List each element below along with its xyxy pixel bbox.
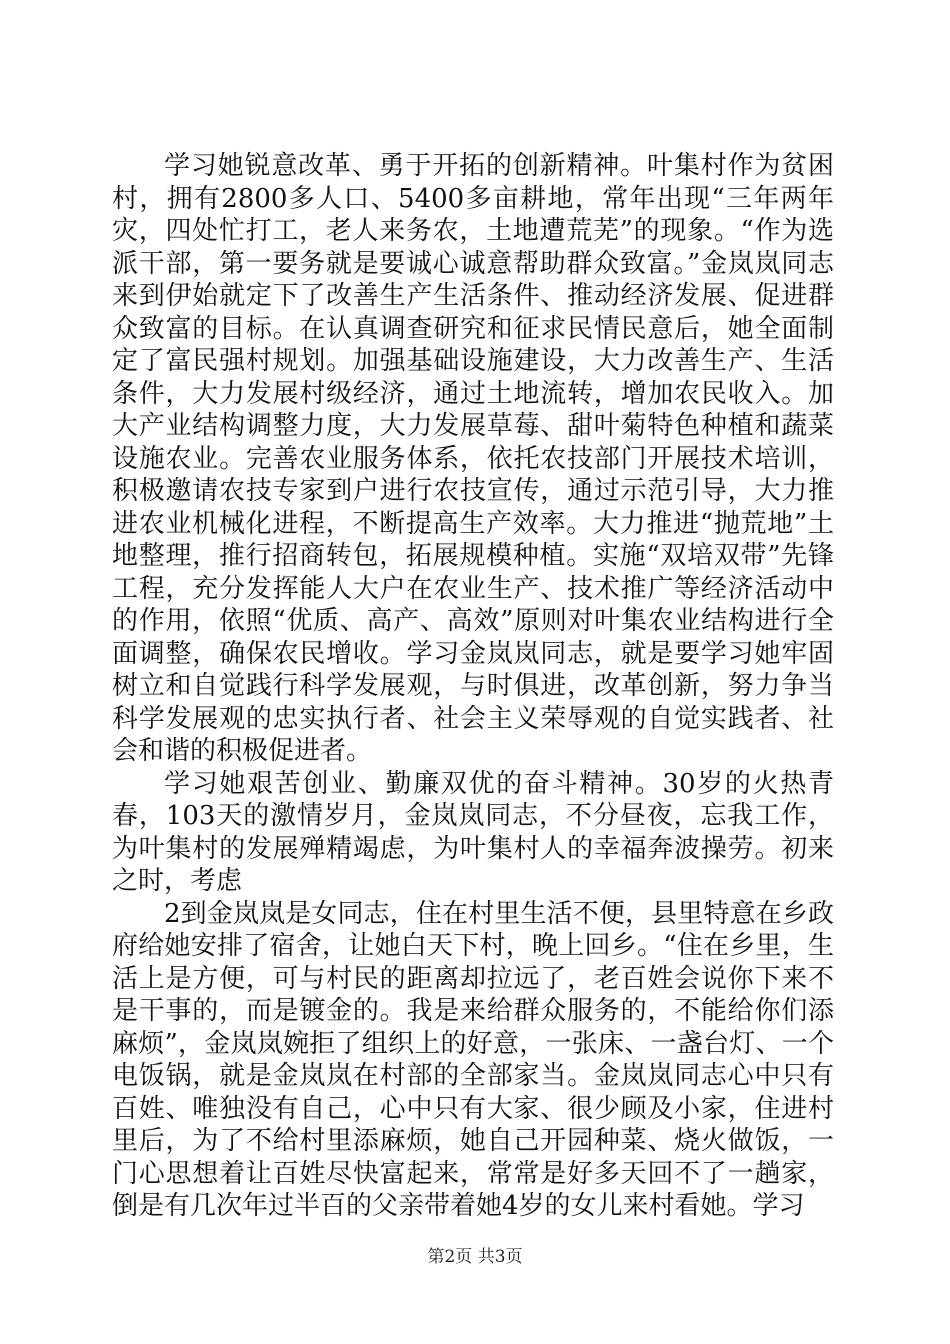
document-body	[112, 150, 834, 1223]
paragraph-hardship-spirit: 学习她艰苦创业、勤廉双优的奋斗精神。30岁的火热青春，103天的激情岁月，金岚岚同志，不分昼夜，忘我工作，为叶集村的发展殚精竭虑，为叶集村人的幸福奔波操劳。初来之时，考虑	[112, 768, 834, 896]
paragraph-village-life: 2到金岚岚是女同志，住在村里生活不便，县里特意在乡政府给她安排了宿舍，让她白天下村，晚上回乡。“住在乡里，生活上是方便，可与村民的距离却拉远了，老百姓会说你下来不是干事的，而是镀金的。我是来给群众服务的，不能给你们添麻烦”，金岚岚婉拒了组织上的好意，一张床、一盏台灯、一个电饭锅，就是金岚岚在村部的全部家当。金岚岚同志心中只有百姓、唯独没有自己，心中只有大家、很少顾及小家，住进村里后，为了不给村里添麻烦，她自己开园种菜、烧火做饭，一门心思想着让百姓尽快富起来，常常是好多天回不了一趟家，倒是有几次年过半百的父亲带着她4岁的女儿来村看她。学习	[112, 898, 834, 1221]
paragraph-innovation-spirit: 学习她锐意改革、勇于开拓的创新精神。叶集村作为贫困村，拥有2800多人口、5400多亩耕地，常年出现“三年两年灾，四处忙打工，老人来务农，土地遭荒芜”的现象。“作为选派干部，第一要务就是要诚心诚意帮助群众致富。”金岚岚同志来到伊始就定下了改善生产生活条件、推动经济发展、促进群众致富的目标。在认真调查研究和征求民情民意后，她全面制定了富民强村规划。加强基础设施建设，大力改善生产、生活条件，大力发展村级经济，通过土地流转，增加农民收入。加大产业结构调整力度，大力发展草莓、甜叶菊特色种植和蔬菜设施农业。完善农业服务体系，依托农技部门开展技术培训，积极邀请农技专家到户进行农技宣传，通过示范引导，大力推进农业机械化进程，不断提高生产效率。大力推进“抛荒地”土地整理，推行招商转包，拓展规模种植。实施“双培双带”先锋工程，充分发挥能人大户在农业生产、技术推广等经济活动中的作用，依照“优质、高产、高效”原则对叶集农业结构进行全面调整，确保农民增收。学习金岚岚同志，就是要学习她牢固树立和自觉践行科学发展观，与时俱进，改革创新，努力争当科学发展观的忠实执行者、社会主义荣辱观的自觉实践者、社会和谐的积极促进者。	[112, 151, 834, 766]
page-number-footer: 第2页 共3页	[427, 1247, 523, 1267]
